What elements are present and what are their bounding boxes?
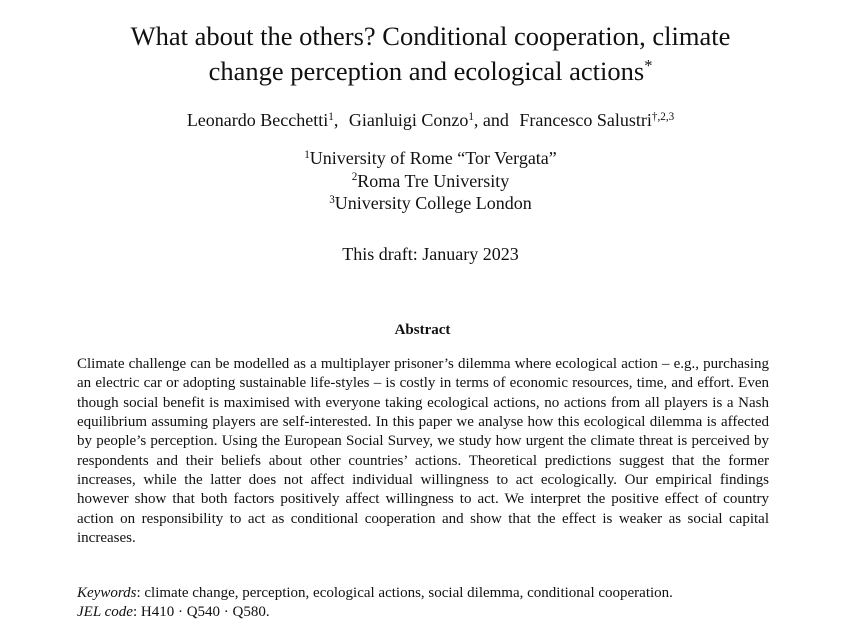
author-list: Leonardo Becchetti$^1$, Gianluigi Conzo$^1$, and Francesco Salustri$^{\dagger,2,3}$ — [186, 110, 675, 130]
affiliation-mark: 3 — [329, 193, 335, 206]
draft-date: This draft: January 2023 — [342, 244, 519, 264]
affiliation-3 — [0, 192, 861, 215]
author-2 — [349, 110, 474, 130]
keywords-label: Keywords — [77, 585, 137, 601]
affiliation-name: University of Rome “Tor Vergata” — [309, 148, 557, 168]
title-line-1: What about the others? Conditional cooperation, climate — [130, 21, 731, 51]
author-1 — [187, 110, 334, 130]
author-name: Francesco Salustri — [519, 110, 652, 130]
title-line-2 — [60, 54, 801, 89]
affiliation-list — [0, 147, 861, 215]
keywords-value: : climate change, perception, ecological actions, social dilemma, conditional cooperation. — [136, 585, 673, 601]
author-affiliation-mark: †,2,3 — [651, 110, 675, 123]
jel-code-line — [77, 603, 777, 622]
abstract-text: Climate challenge can be modelled as a multiplayer prisoner’s dilemma where ecological action – e.g., purchasing an electric car or adopting sustainable life-styles – is costly in terms of economic resources, time, and effort. Even though social benefit is maximised with everyone taking ecological actions, no actions from all players is a Nash equilibrium assuming players are self-interested. In this paper we analyse how this ecological dilemma is affected by people’s perception. Using the European Social Survey, we study how urgent the climate threat is perceived by respondents and their beliefs about other countries’ actions. Theoretical predictions suggest that the former increases, while the latter does not affect individual willingness to act ecologically. Our empirical findings however show that both factors positively affect willingness to act. We interpret the positive effect of country action on responsibility to act as conditional cooperation and show that the effect is weaker as social capital increases. — [77, 356, 769, 547]
author-affiliation-mark: 1 — [468, 110, 474, 123]
affiliation-name: Roma Tre University — [357, 170, 510, 191]
affiliation-mark: 2 — [351, 171, 358, 184]
abstract-heading: Abstract — [394, 322, 451, 338]
affiliation-name: University College London — [334, 193, 532, 213]
keywords-line — [77, 584, 777, 603]
author-name: Gianluigi Conzo — [348, 110, 469, 130]
author-affiliation-mark: 1 — [328, 110, 334, 123]
author-3 — [519, 110, 674, 130]
jel-code-value: : H410 · Q540 · Q580. — [132, 604, 270, 620]
title-footnote-mark: * — [644, 55, 653, 75]
affiliation-1 — [0, 147, 861, 170]
author-name: Leonardo Becchetti — [186, 110, 329, 130]
affiliation-2 — [0, 170, 861, 193]
keywords-block — [77, 584, 777, 622]
affiliation-mark: 1 — [304, 148, 310, 161]
paper-title — [60, 19, 801, 89]
title-line-2-text: change perception and ecological actions — [208, 56, 645, 86]
authors-conjunction: and — [482, 110, 509, 130]
jel-code-label: JEL code — [77, 604, 133, 620]
